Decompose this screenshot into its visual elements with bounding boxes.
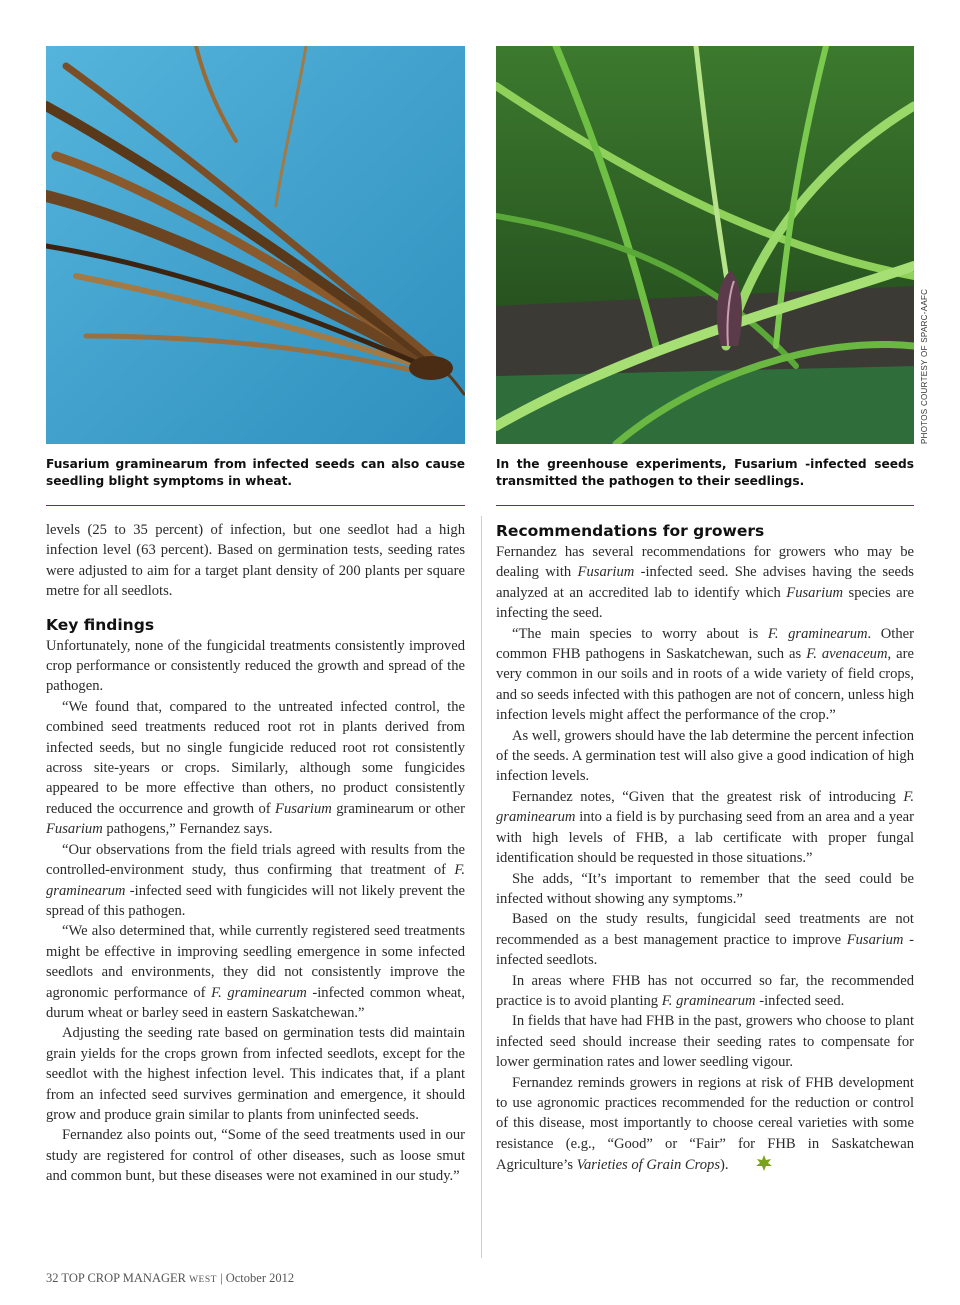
page-footer [46, 1271, 294, 1286]
paragraph: Adjusting the seeding rate based on germination tests did maintain grain yields for the crops grown from infected seedlots, except for the seedlot with the highest infection level. This indicates that, if a plant from an infected seed survives germination and emergence, it should grow and produce grain similar to plants from uninfected seeds. [46, 1025, 465, 1123]
paragraph: In fields that have had FHB in the past, growers who choose to plant infected seed should increase their seeding rates to compensate for lower germination rates and lower seedling vigour. [496, 1013, 914, 1071]
paragraph: In areas where FHB has not occurred so far, the recommended practice is to avoid planting F. graminearum -infected seed. [496, 972, 914, 1009]
seedlings-illustration [496, 46, 914, 444]
page-number: 32 [46, 1271, 59, 1285]
caption-left: Fusarium graminearum from infected seeds can also cause seedling blight symptoms in wheat. [46, 456, 465, 506]
wheat-roots-illustration [46, 46, 465, 444]
paragraph: Unfortunately, none of the fungicidal treatments consistently improved crop performance or consistently reduced the growth and spread of the pathogen. [46, 637, 465, 695]
column-divider [481, 516, 482, 1258]
paragraph: Fernandez also points out, “Some of the seed treatments used in our study are registered for control of other diseases, such as loose smut and common bunt, but these diseases were not examined in our study.” [46, 1127, 465, 1185]
issue-date: October 2012 [225, 1271, 295, 1285]
paragraph: “Our observations from the field trials agreed with results from the controlled-environment study, thus confirming that treatment of F. graminearum -infected seed with fungicides will not likely prevent the spread of this pathogen. [46, 841, 465, 919]
photo-infected-wheat-roots [46, 46, 465, 444]
right-column [496, 520, 914, 1179]
paragraph: Fernandez notes, “Given that the greatest risk of introducing F. graminearum into a field is by purchasing seed from an area and a year with high levels of FHB, a lab certificate with proper fungal identification should be requested in those situations.” [496, 788, 914, 867]
photo-greenhouse-seedlings [496, 46, 914, 444]
paragraph: “We also determined that, while currently registered seed treatments might be effective in improving seedling emergence in some infected seedlots and environments, they did not consistently improve the agronomic performance of F. graminearum -infected common wheat, durum wheat or barley seed in eastern Saskatchewan.” [46, 923, 465, 1021]
paragraph: As well, growers should have the lab determine the percent infection of the seeds. A germination test will also give a good indication of high infection levels. [496, 727, 914, 785]
magazine-name: TOP CROP MANAGER [61, 1271, 186, 1285]
leaf-end-mark-icon [739, 1154, 773, 1178]
footer-separator: | [220, 1271, 223, 1285]
paragraph: Fernandez has several recommendations for growers who may be dealing with Fusarium -infected seed. She advises having the seeds analyzed at an accredited lab to identify which Fusarium species are infecting the seed. [496, 544, 914, 622]
left-column [46, 520, 465, 1187]
paragraph: Fernandez reminds growers in regions at risk of FHB development to use agronomic practices recommended for the reduction or control of this disease, most importantly to choose cereal varieties with some resistance (e.g., “Good” or “Fair” for FHB in Saskatchewan Agriculture’s Varieties of Grain Crops). [496, 1073, 914, 1179]
heading-key-findings: Key findings [46, 615, 155, 634]
paragraph: She adds, “It’s important to remember that the seed could be infected without showing any symptoms.” [496, 870, 914, 907]
caption-right: In the greenhouse experiments, Fusarium -infected seeds transmitted the pathogen to their seedlings. [496, 456, 914, 506]
paragraph: Based on the study results, fungicidal seed treatments are not recommended as a best management practice to improve Fusarium -infected seedlots. [496, 911, 914, 969]
heading-recommendations: Recommendations for growers [496, 522, 765, 540]
paragraph: “The main species to worry about is F. graminearum. Other common FHB pathogens in Saskatchewan, such as F. avenaceum, are very common in our soils and in roots of a wide variety of field crops, and so seeds infected with this pathogen are not of concern, unless high infection levels might affect the performance of the crop.” [496, 625, 914, 724]
paragraph: “We found that, compared to the untreated infected control, the combined seed treatments reduced root rot in plants derived from infected seeds, but no single fungicide reduced root rot consistently across site-years or crops. Similarly, although some fungicides appeared to be more effective than others, no product consistently reduced the occurrence and growth of Fusarium graminearum or other Fusarium pathogens,” Fernandez says. [46, 698, 465, 838]
photo-credit: PHOTOS COURTESY OF SPARC-AAFC [920, 288, 929, 444]
magazine-edition: WEST [189, 1275, 217, 1285]
intro-paragraph: levels (25 to 35 percent) of infection, but one seedlot had a high infection level (63 percent). Based on germination tests, seeding rates were adjusted to aim for a target plant density of 200 plants per square metre for all seedlots. [46, 522, 465, 600]
